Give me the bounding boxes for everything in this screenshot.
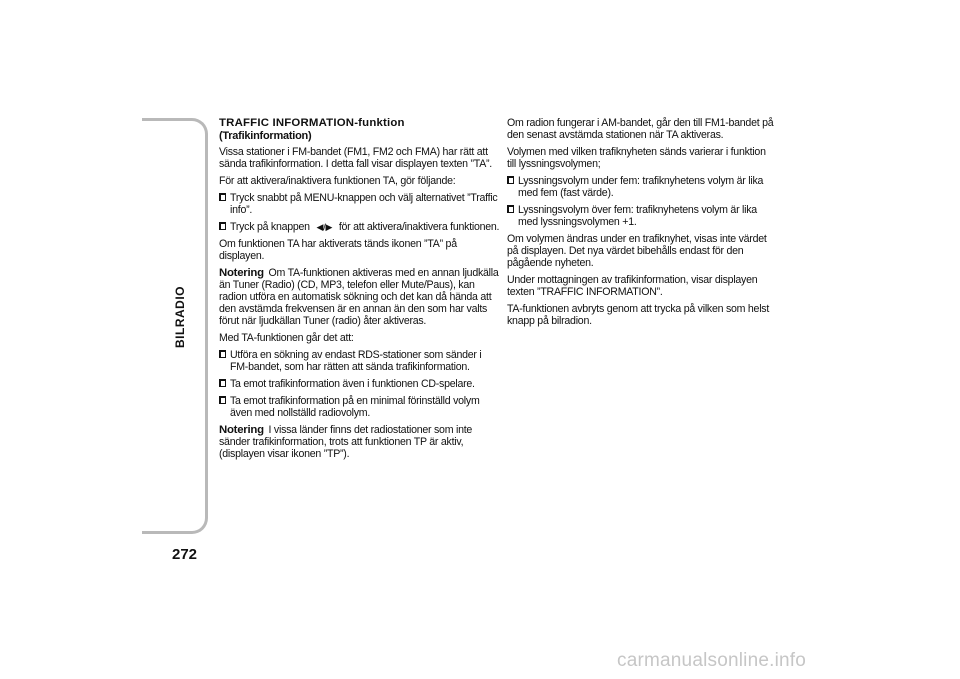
checkbox-bullet-icon — [219, 379, 226, 387]
checkbox-bullet-icon — [219, 396, 226, 404]
list-item — [219, 221, 500, 233]
list-item-text: Lyssningsvolym över fem: trafiknyhetens volym är lika med lyssningsvolymen +1. — [518, 204, 757, 228]
list-item — [507, 175, 777, 199]
paragraph: Volymen med vilken trafiknyheten sänds varierar i funktion till lyssningsvolymen; — [507, 146, 766, 170]
checkbox-bullet-icon — [219, 193, 226, 201]
list-item-text: Utföra en sökning av endast RDS-stationer som sänder i FM-bandet, som har rätten att sända trafikinformation. — [230, 349, 482, 373]
list-item-text: för att aktivera/inaktivera funktionen. — [338, 221, 500, 233]
right-column — [507, 117, 777, 332]
list-item — [219, 395, 500, 419]
paragraph: Om funktionen TA har aktiverats tänds ikonen ”TA” på displayen. — [219, 238, 457, 262]
list-item — [507, 204, 777, 228]
list-item-text: Ta emot trafikinformation på en minimal förinställd volym även med nollställd radiovolym. — [230, 395, 480, 419]
left-column — [219, 117, 500, 465]
note-label: Notering — [219, 424, 264, 436]
section-subheading: (Trafikinformation) — [219, 130, 312, 142]
list-item — [219, 349, 500, 373]
paragraph: Under mottagningen av trafikinformation, visar displayen texten ”TRAFFIC INFORMATION”. — [507, 274, 758, 298]
watermark: carmanualsonline.info — [617, 650, 807, 671]
paragraph: TA-funktionen avbryts genom att trycka på vilken som helst knapp på bilradion. — [507, 303, 770, 327]
page-number: 272 — [172, 546, 198, 563]
paragraph: Med TA-funktionen går det att: — [219, 332, 354, 344]
checkbox-bullet-icon — [507, 176, 514, 184]
left-right-arrows-icon: ◀/▶ — [316, 222, 333, 232]
section-title: BILRADIO — [173, 286, 187, 348]
paragraph: Om radion fungerar i AM-bandet, går den till FM1-bandet på den senast avstämda stationen när TA aktiveras. — [507, 117, 774, 141]
note-label: Notering — [219, 267, 264, 279]
note — [219, 424, 500, 460]
list-item-text: Lyssningsvolym under fem: trafiknyhetens volym är lika med fem (fast värde). — [518, 175, 764, 199]
list-item — [219, 192, 500, 216]
list-item-text: Tryck på knappen — [230, 221, 310, 233]
paragraph: Om volymen ändras under en trafiknyhet, visas inte värdet på displayen. Det nya värdet bibehålls endast för den pågående nyheten. — [507, 233, 767, 269]
section-heading: TRAFFIC INFORMATION-funktion — [219, 117, 405, 129]
paragraph: Vissa stationer i FM-bandet (FM1, FM2 och FMA) har rätt att sända trafikinformation. I detta fall visar displayen texten ”TA”. — [219, 146, 492, 170]
checkbox-bullet-icon — [219, 350, 226, 358]
paragraph: För att aktivera/inaktivera funktionen TA, gör följande: — [219, 175, 456, 187]
list-item — [219, 378, 500, 390]
checkbox-bullet-icon — [219, 222, 226, 230]
list-item-text: Ta emot trafikinformation även i funktionen CD-spelare. — [230, 378, 475, 390]
list-item-text: Tryck snabbt på MENU-knappen och välj alternativet ”Traffic info”. — [230, 192, 498, 216]
note-text: I vissa länder finns det radiostationer som inte sänder trafikinformation, trots att funktionen TP är aktiv, (displayen visar ikonen ”TP”). — [219, 424, 473, 460]
note — [219, 267, 500, 327]
note-text: Om TA-funktionen aktiveras med en annan ljudkälla än Tuner (Radio) (CD, MP3, telefon eller Mute/Paus), kan radion utföra en automatisk sökning och det kan då hända att den avstämda frekvensen är en annan än den som har valts förut när ljudkällan Tuner (radio) åter aktiveras. — [219, 267, 499, 327]
checkbox-bullet-icon — [507, 205, 514, 213]
